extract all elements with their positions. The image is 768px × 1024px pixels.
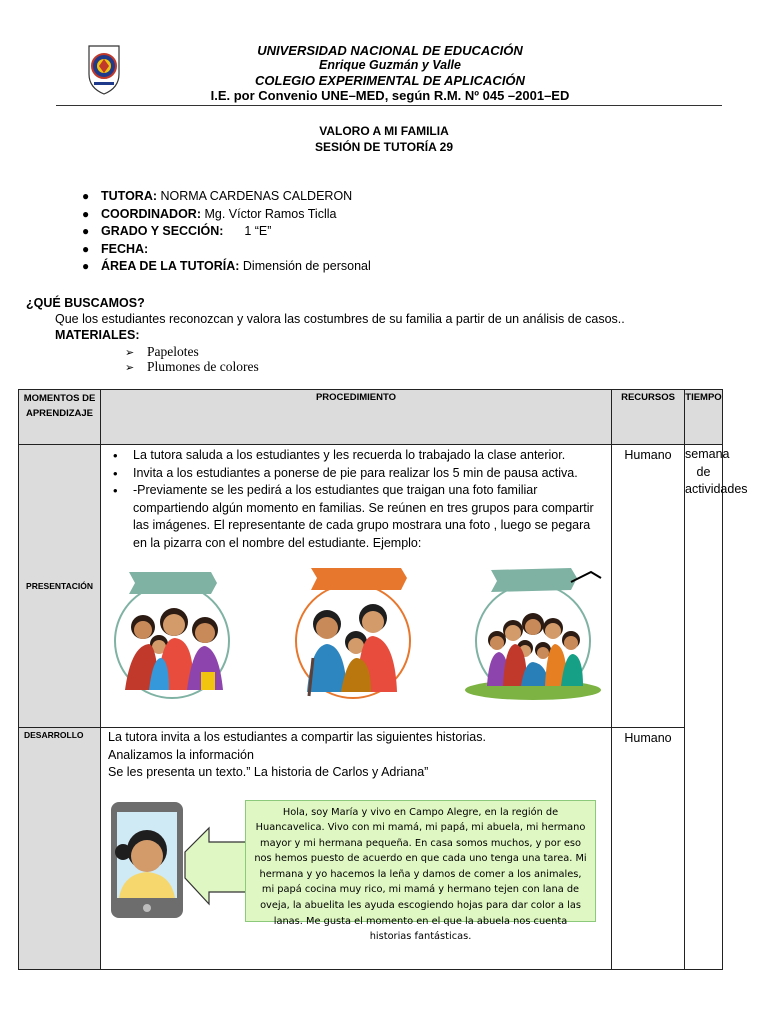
header-momentos: MOMENTOS DE APRENDIZAJE — [19, 390, 101, 445]
photo-label-lucia: Foto de Lucía — [148, 599, 202, 608]
header-recursos: RECURSOS — [612, 390, 685, 445]
procedure-bullet: • La tutora saluda a los estudiantes y les recuerda lo trabajado la clase anterior. — [133, 447, 607, 465]
family-photo-mateo — [296, 568, 410, 698]
agreement-line: I.E. por Convenio UNE–MED, según R.M. Nº 045 –2001–ED — [210, 88, 570, 103]
photo-label-mateo: Foto de Mateo — [330, 595, 388, 604]
bullet-icon: ● — [82, 206, 90, 221]
university-name: UNIVERSIDAD NACIONAL DE EDUCACIÓN — [257, 43, 523, 58]
info-item-tutora: ● TUTORA: NORMA CARDENAS CALDERON — [82, 188, 371, 206]
family-photo-lucia — [115, 572, 229, 698]
material-item: ➢ Plumones de colores — [125, 359, 259, 374]
buscamos-text: Que los estudiantes reconozcan y valora las costumbres de su familia a partir de un análisis de casos.. — [55, 312, 625, 326]
document-title: VALORO A MI FAMILIA — [319, 124, 449, 138]
phone-illustration — [109, 800, 249, 922]
buscamos-heading: ¿QUÉ BUSCAMOS? — [26, 296, 145, 310]
materials-heading: MATERIALES: — [55, 328, 140, 342]
bullet-icon: ● — [82, 241, 90, 256]
info-item-coordinador: ● COORDINADOR: Mg. Víctor Ramos Ticlla — [82, 206, 371, 224]
family-photos-illustration — [101, 562, 612, 702]
arrow-bullet-icon: ➢ — [125, 362, 135, 374]
bullet-icon: ● — [82, 189, 90, 203]
desarrollo-procedure — [101, 728, 612, 970]
header-tiempo: TIEMPO — [685, 390, 723, 445]
story-text-box: Hola, soy María y vivo en Campo Alegre, en la región de Huancavelica. Vivo con mi mamá, mi papá, mi abuela, mi hermano mayor y mi hermana pequeña. En casa somos muchos, y por eso nos hemos puesto de acuerdo en que cada uno tenga una tarea. Mi hermana y yo hacemos la leña y damos de comer a los animales, mi papá cocina muy rico, mi mamá y hermano tejen con lana de oveja, la abuelita les ayuda escogiendo hojas para dar color a las lanas. Me gusta el momento en el que la abuela nos cuenta historias fantásticas. — [245, 800, 596, 922]
desarrollo-line: Analizamos la información — [108, 747, 254, 762]
header-procedimiento: PROCEDIMIENTO — [101, 390, 612, 445]
info-item-fecha: ● FECHA: — [82, 241, 371, 259]
family-photo-jose — [465, 568, 601, 700]
row-label-desarrollo: DESARROLLO — [19, 728, 101, 970]
info-item-grado: ● GRADO Y SECCIÓN: 1 “E” — [82, 223, 371, 241]
info-item-area: ● ÁREA DE LA TUTORÍA: Dimensión de personal — [82, 258, 371, 276]
desarrollo-line: Se les presenta un texto.” La historia de Carlos y Adriana” — [108, 765, 429, 779]
story-figure — [108, 800, 611, 943]
info-list — [82, 188, 371, 276]
university-logo — [86, 44, 122, 96]
tiempo-cell: semana de actividades — [685, 445, 723, 970]
arrow-bullet-icon: ➢ — [125, 347, 135, 359]
header-divider — [56, 105, 722, 106]
procedure-bullet: • -Previamente se les pedirá a los estudiantes que traigan una foto familiar compartiendo algún momento en familias. Se reúnen en tres grupos para compartir las imágenes. El representante de cada grupo mostrara una foto , luego se pegara en la pizarra con el nombre del estudiante. Ejemplo: — [133, 482, 607, 552]
bullet-icon: ● — [82, 259, 90, 273]
university-subtitle: Enrique Guzmán y Valle — [319, 58, 461, 72]
row-label-presentacion: PRESENTACIÓN — [19, 445, 101, 728]
presentacion-procedure — [101, 445, 612, 728]
photo-label-jose: Foto de José — [510, 596, 559, 605]
material-item: ➢ Papelotes — [125, 344, 199, 359]
desarrollo-line: La tutora invita a los estudiantes a compartir las siguientes historias. — [108, 730, 486, 744]
school-name: COLEGIO EXPERIMENTAL DE APLICACIÓN — [255, 73, 525, 88]
session-title: SESIÓN DE TUTORÍA 29 — [314, 140, 454, 154]
bullet-icon: ● — [82, 224, 90, 238]
procedure-bullet: • Invita a los estudiantes a ponerse de pie para realizar los 5 min de pausa activa. — [133, 465, 607, 483]
presentacion-recursos: Humano — [612, 445, 685, 728]
desarrollo-recursos: Humano — [612, 728, 685, 970]
session-table — [18, 389, 748, 970]
